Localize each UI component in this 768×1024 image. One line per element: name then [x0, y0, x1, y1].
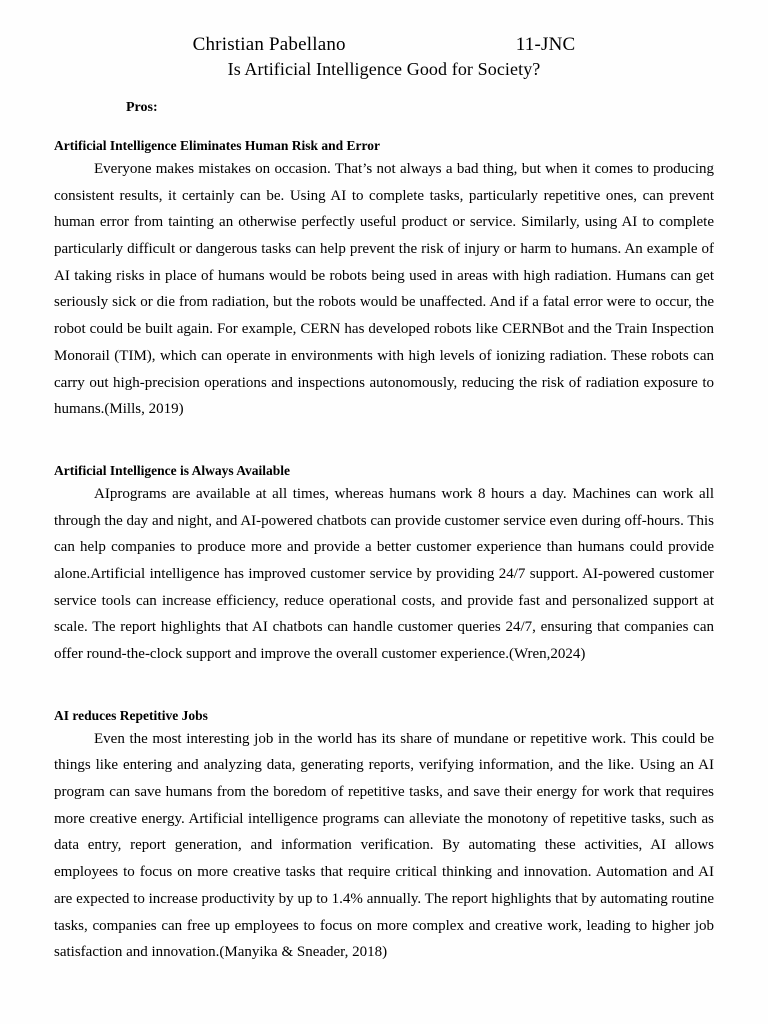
section-heading: Artificial Intelligence is Always Available	[54, 462, 290, 478]
pros-label: Pros:	[126, 100, 158, 115]
section-block	[54, 708, 714, 966]
section-paragraph: AIprograms are available at all times, whereas humans work 8 hours a day. Machines can work all through the day and night, and AI-powered chatbots can provide customer service even during off-hours. This can help companies to produce more and provide a better customer experience than humans could provide alone.Artificial intelligence has improved customer service by providing 24/7 support. AI-powered customer service tools can increase efficiency, reduce operational costs, and provide fast and personalized support at scale. The report highlights that AI chatbots can handle customer queries 24/7, ensuring that companies can offer round-the-clock support and improve the overall customer experience.(Wren,2024)	[54, 485, 714, 662]
page-title: Is Artificial Intelligence Good for Society?	[227, 59, 541, 79]
spacer	[54, 423, 714, 445]
section-paragraph: Everyone makes mistakes on occasion. That’s not always a bad thing, but when it comes to producing consistent results, it certainly can be. Using AI to complete tasks, particularly repetitive ones, can prevent human error from tainting an otherwise perfectly useful product or service. Similarly, using AI to complete particularly difficult or dangerous tasks can help prevent the risk of injury or harm to humans. An example of AI taking risks in place of humans would be robots being used in areas with high radiation. Humans can get seriously sick or die from radiation, but the robots would be unaffected. And if a fatal error were to occur, the robot could be built again. For example, CERN has developed robots like CERNBot and the Train Inspection Monorail (TIM), which can operate in environments with high levels of ionizing radiation. These robots can carry out high-precision operations and inspections autonomously, reducing the risk of radiation exposure to humans.(Mills, 2019)	[54, 161, 714, 418]
section-heading: AI reduces Repetitive Jobs	[54, 707, 208, 723]
section-paragraph: Even the most interesting job in the world has its share of mundane or repetitive work. This could be things like entering and analyzing data, generating reports, verifying information, and the like. Using an AI program can save humans from the boredom of repetitive tasks, and save their energy for work that requires more creative energy. Artificial intelligence programs can alleviate the monotony of repetitive tasks, such as data entry, report generation, and information verification. By automating these activities, AI allows employees to focus on more creative tasks that require critical thinking and innovation. Automation and AI are expected to increase productivity by up to 1.4% annually. The report highlights that by automating routine tasks, companies can free up employees to focus on more complex and creative work, leading to higher job satisfaction and innovation.(Manyika & Sneader, 2018)	[54, 730, 714, 961]
spacer	[54, 116, 714, 120]
section-heading: Artificial Intelligence Eliminates Human Risk and Error	[54, 138, 380, 153]
section-block	[54, 138, 714, 423]
document-header	[54, 34, 714, 56]
author-name: Christian Pabellano	[192, 34, 346, 55]
section-block	[54, 463, 714, 668]
section-code: 11-JNC	[515, 34, 576, 55]
spacer	[54, 668, 714, 690]
